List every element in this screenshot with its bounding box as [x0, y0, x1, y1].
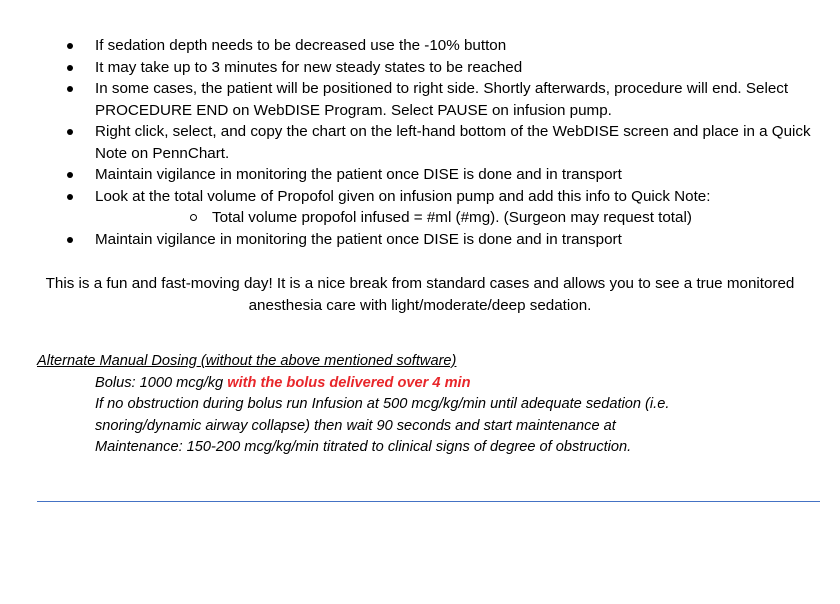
alternate-dosing-heading: Alternate Manual Dosing (without the above mentioned software) — [37, 353, 457, 369]
alternate-dosing-section — [37, 351, 817, 459]
instruction-list — [60, 35, 820, 250]
list-item — [60, 186, 820, 208]
sub-list-item — [60, 207, 820, 229]
list-item-text: Maintain vigilance in monitoring the patient once DISE is done and in transport — [95, 230, 622, 248]
alternate-dosing-body — [95, 373, 817, 459]
bullet-icon — [67, 129, 73, 135]
list-item — [60, 121, 820, 164]
list-item-text: Maintain vigilance in monitoring the patient once DISE is done and in transport — [95, 166, 622, 183]
sub-list-item-text: Total volume propofol infused = #ml (#mg). (Surgeon may request total) — [212, 209, 692, 226]
list-item — [60, 78, 820, 121]
list-item-text: If sedation depth needs to be decreased use the -10% button — [95, 37, 507, 54]
closing-paragraph: This is a fun and fast-moving day! It is a nice break from standard cases and allows you to see a true monitored anesthesia care with light/moderate/deep sedation. — [45, 275, 795, 314]
maintenance-line: Maintenance: 150-200 mcg/kg/min titrated to clinical signs of degree of obstruction. — [95, 439, 632, 455]
bullet-icon — [67, 172, 73, 178]
bullet-icon — [67, 86, 73, 92]
bullet-icon — [67, 43, 73, 49]
list-item-text: Right click, select, and copy the chart on the left-hand bottom of the WebDISE screen and place in a Quick Note on PennChart. — [95, 123, 811, 162]
bullet-icon — [67, 65, 73, 71]
hollow-bullet-icon — [190, 214, 197, 221]
bolus-emphasis: with the bolus delivered over 4 min — [227, 374, 471, 391]
horizontal-divider — [37, 501, 820, 502]
list-item — [60, 35, 820, 57]
bullet-icon — [67, 237, 73, 243]
list-item-text: It may take up to 3 minutes for new steady states to be reached — [95, 58, 523, 76]
list-item-text: Look at the total volume of Propofol given on infusion pump and add this info to Quick Note: — [95, 187, 711, 205]
infusion-line-continued: snoring/dynamic airway collapse) then wait 90 seconds and start maintenance at — [95, 417, 616, 434]
list-item-text: In some cases, the patient will be positioned to right side. Shortly afterwards, procedure will end. Select PROCEDURE END on WebDISE Program. Select PAUSE on infusion pump. — [95, 80, 789, 119]
infusion-line: If no obstruction during bolus run Infusion at 500 mcg/kg/min until adequate sedation (i.e. — [95, 396, 670, 412]
list-item — [60, 164, 820, 186]
bolus-text: Bolus: 1000 mcg/kg — [95, 374, 228, 391]
bolus-line — [95, 373, 817, 395]
list-item — [60, 229, 820, 251]
bullet-icon — [67, 194, 73, 200]
list-item — [60, 57, 820, 79]
